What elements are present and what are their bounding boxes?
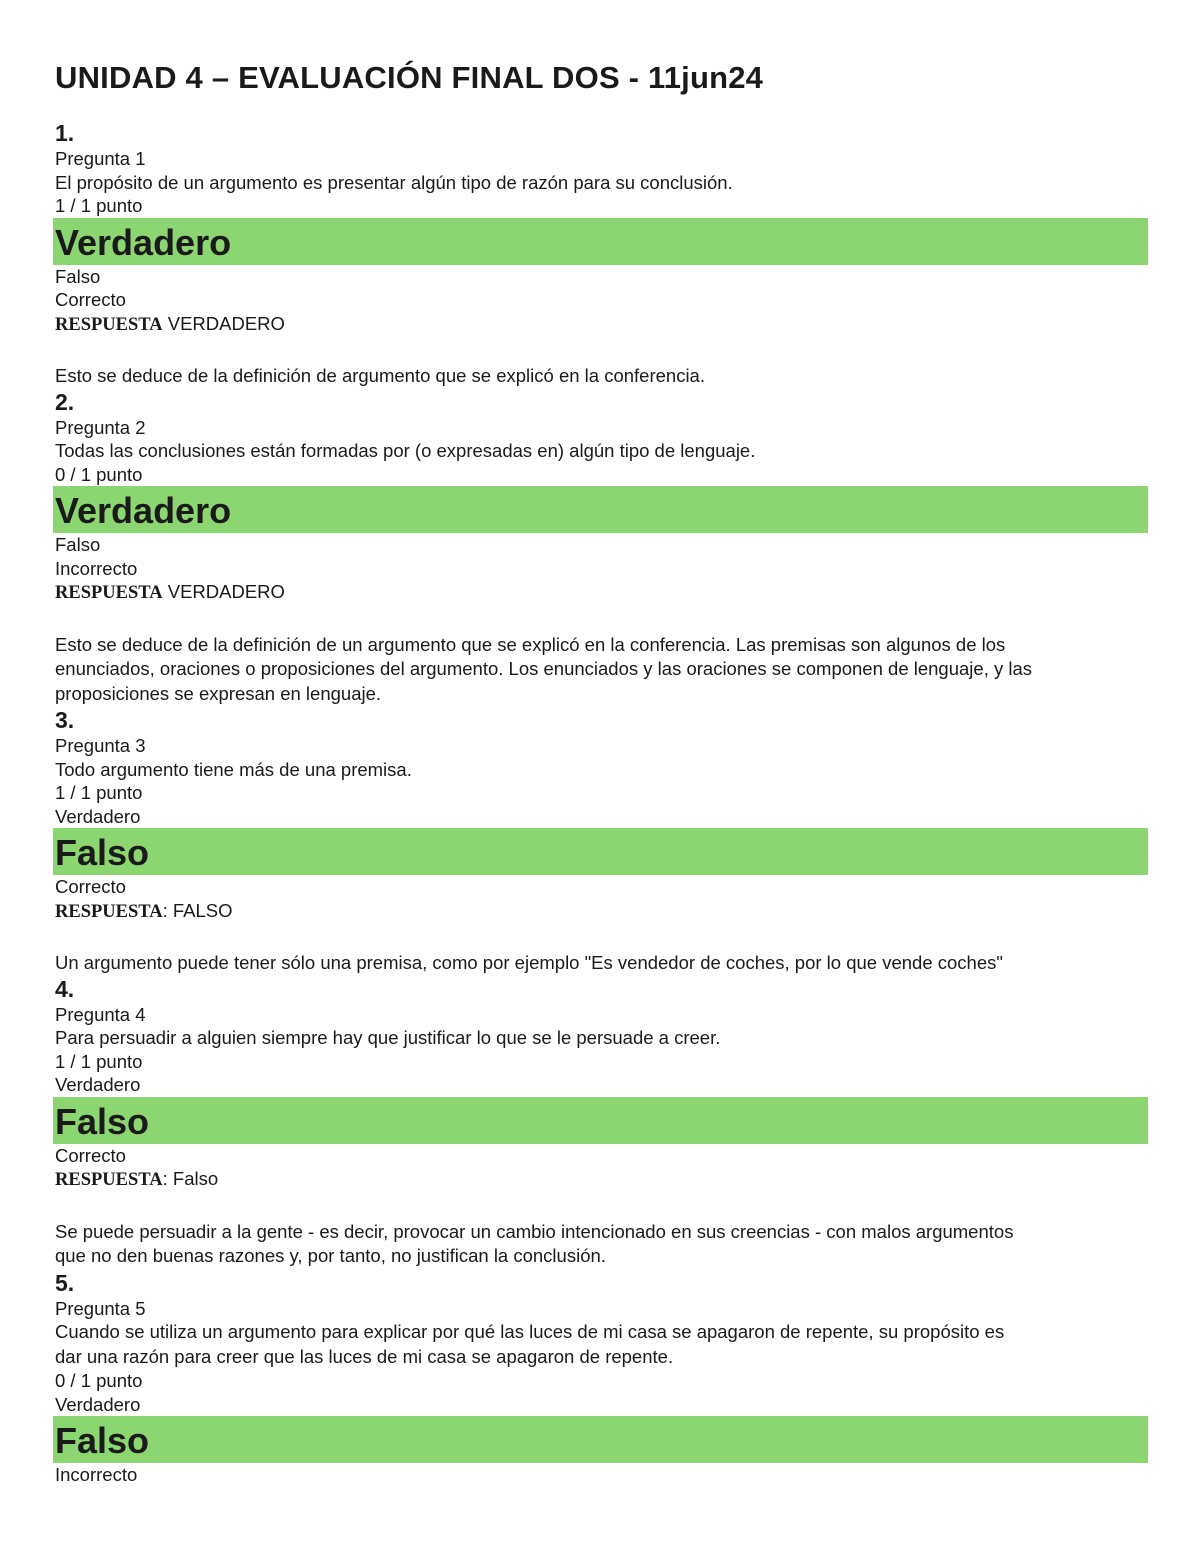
- explanation-line: que no den buenas razones y, por tanto, no justifican la conclusión.: [55, 1245, 606, 1266]
- answer-key-value: VERDADERO: [162, 312, 285, 334]
- answer-key-value: VERDADERO: [162, 581, 285, 602]
- result-status: Correcto: [55, 1144, 126, 1166]
- result-status: Incorrecto: [55, 1464, 138, 1485]
- question-2: [55, 388, 1148, 707]
- question-3: [55, 706, 1148, 975]
- question-text-line: dar una razón para creer que las luces de mi casa se apagaron de repente.: [55, 1345, 674, 1367]
- answer-key-label: RESPUESTA: [55, 314, 163, 335]
- answer-key-value: : FALSO: [162, 899, 233, 921]
- result-status: Correcto: [55, 876, 126, 897]
- question-label: Pregunta 2: [55, 416, 146, 438]
- selected-answer: Falso: [53, 1416, 1148, 1463]
- result-status: Incorrecto: [55, 557, 138, 579]
- selected-answer: Verdadero: [53, 218, 1148, 265]
- explanation-line: proposiciones se expresan en lenguaje.: [55, 682, 382, 704]
- answer-key-label: RESPUESTA: [55, 583, 163, 603]
- question-number: 1.: [55, 120, 75, 146]
- question-text: [55, 1320, 1148, 1369]
- question-text: Para persuadir a alguien siempre hay que justificar lo que se le persuade a creer.: [55, 1027, 721, 1048]
- question-text: Todo argumento tiene más de una premisa.: [55, 758, 412, 780]
- question-score: 0 / 1 punto: [55, 1370, 143, 1391]
- question-number: 5.: [55, 1269, 75, 1296]
- answer-option: Verdadero: [55, 1393, 141, 1415]
- answer-key-value: : Falso: [162, 1168, 219, 1189]
- result-status: Correcto: [55, 289, 126, 310]
- question-5: [55, 1269, 1148, 1487]
- answer-key: [55, 1167, 1148, 1193]
- explanation-line: Esto se deduce de la definición de un argumento que se explicó en la conferencia. Las premisas son algunos de los: [55, 633, 1006, 655]
- question-label: Pregunta 3: [55, 735, 146, 756]
- question-text: Todas las conclusiones están formadas por (o expresadas en) algún tipo de lenguaje.: [55, 440, 756, 461]
- question-label: Pregunta 4: [55, 1003, 146, 1025]
- question-score: 1 / 1 punto: [55, 195, 143, 216]
- explanation: Un argumento puede tener sólo una premisa, como por ejemplo "Es vendedor de coches, por lo que vende coches": [55, 952, 1003, 973]
- question-score: 1 / 1 punto: [55, 782, 143, 803]
- selected-answer: Falso: [53, 828, 1148, 875]
- answer-option: Verdadero: [55, 1074, 141, 1095]
- question-label: Pregunta 1: [55, 148, 146, 169]
- question-text-line: Cuando se utiliza un argumento para explicar por qué las luces de mi casa se apagaron de repente, su propósito es: [55, 1321, 1005, 1342]
- explanation: [55, 633, 1148, 707]
- question-text: El propósito de un argumento es presentar algún tipo de razón para su conclusión.: [55, 171, 733, 193]
- explanation-line: enunciados, oraciones o proposiciones del argumento. Los enunciados y las oraciones se componen de lenguaje, y las: [55, 658, 1033, 679]
- question-number: 4.: [55, 975, 75, 1002]
- question-number: 2.: [55, 388, 75, 415]
- answer-option: Falso: [55, 534, 101, 555]
- page-title: UNIDAD 4 – EVALUACIÓN FINAL DOS - 11jun24: [55, 60, 764, 95]
- question-score: 0 / 1 punto: [55, 463, 143, 485]
- document-page: [55, 55, 1148, 1487]
- explanation: Esto se deduce de la definición de argumento que se explicó en la conferencia.: [55, 365, 705, 386]
- selected-answer: Verdadero: [53, 486, 1148, 533]
- explanation-line: Se puede persuadir a la gente - es decir, provocar un cambio intencionado en sus creencias - con malos argumentos: [55, 1220, 1014, 1242]
- question-score: 1 / 1 punto: [55, 1050, 143, 1072]
- answer-key: [55, 899, 1148, 925]
- question-number: 3.: [55, 707, 75, 733]
- selected-answer: Falso: [53, 1097, 1148, 1144]
- answer-key-label: RESPUESTA: [55, 901, 163, 922]
- answer-option: Verdadero: [55, 805, 141, 827]
- question-label: Pregunta 5: [55, 1297, 146, 1319]
- answer-key-label: RESPUESTA: [55, 1170, 163, 1190]
- explanation: [55, 1220, 1148, 1269]
- answer-key: [55, 580, 1148, 606]
- question-1: [55, 119, 1148, 388]
- question-4: [55, 975, 1148, 1269]
- answer-option: Falso: [55, 265, 101, 287]
- answer-key: [55, 312, 1148, 338]
